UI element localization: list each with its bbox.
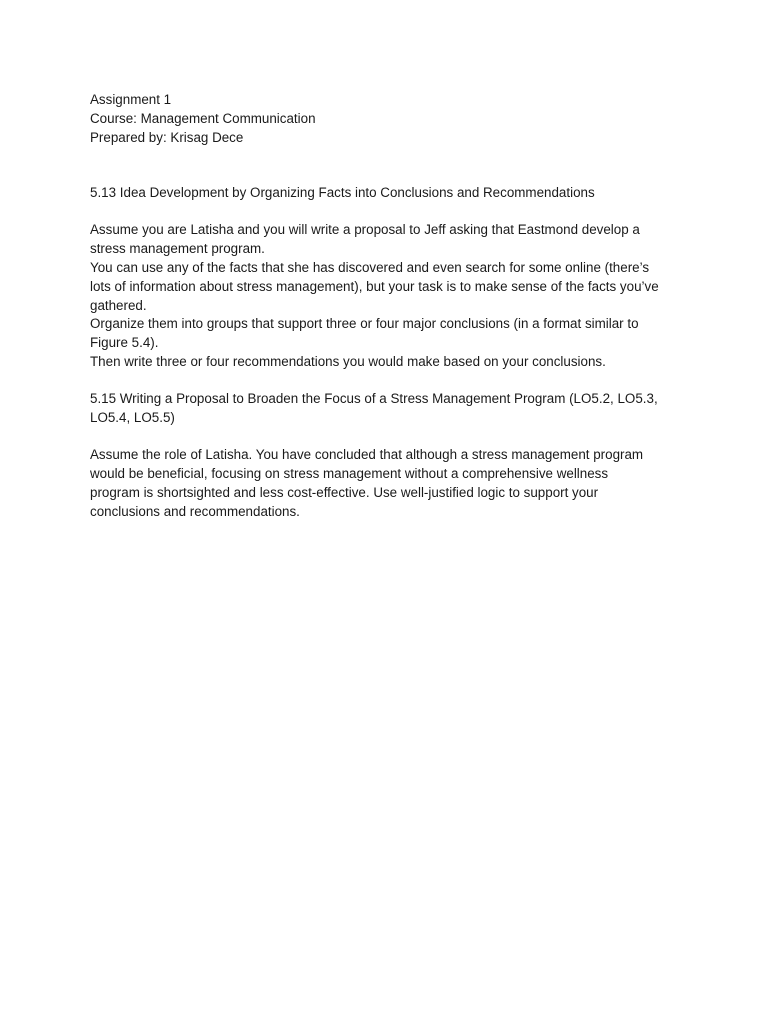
document-header xyxy=(90,91,690,147)
section-5-13-heading: 5.13 Idea Development by Organizing Facts into Conclusions and Recommendations xyxy=(90,185,595,201)
spacer xyxy=(90,372,690,390)
spacer xyxy=(90,428,690,446)
author-line: Prepared by: Krisag Dece xyxy=(90,129,244,145)
section-5-13-line: Then write three or four recommendations you would make based on your conclusions. xyxy=(90,353,606,369)
section-5-15-line: would be beneficial, focusing on stress management without a comprehensive wellness xyxy=(90,465,609,481)
section-5-13-line: Assume you are Latisha and you will write a proposal to Jeff asking that Eastmond develop a xyxy=(90,222,640,238)
section-5-13-line: Organize them into groups that support three or four major conclusions (in a format similar to xyxy=(90,316,639,332)
document-page xyxy=(90,91,690,521)
spacer xyxy=(90,147,690,165)
section-5-13-line: stress management program. xyxy=(90,241,265,257)
section-5-15-line: program is shortsighted and less cost-effective. Use well-justified logic to support your xyxy=(90,484,599,500)
section-5-15-line: Assume the role of Latisha. You have concluded that although a stress management program xyxy=(90,447,644,463)
section-5-13-line: gathered. xyxy=(90,297,147,313)
spacer xyxy=(90,203,690,221)
course-name: Course: Management Communication xyxy=(90,110,316,126)
section-5-13-line: Figure 5.4). xyxy=(90,335,159,351)
section-5-15-heading: LO5.4, LO5.5) xyxy=(90,409,175,425)
section-5-13-line: You can use any of the facts that she has discovered and even search for some online (there’s xyxy=(90,259,650,275)
assignment-title: Assignment 1 xyxy=(90,92,172,107)
section-5-15 xyxy=(90,390,690,521)
section-5-15-heading: 5.15 Writing a Proposal to Broaden the Focus of a Stress Management Program (LO5.2, LO5.3, xyxy=(90,391,658,407)
section-5-13-line: lots of information about stress management), but your task is to make sense of the facts you’ve xyxy=(90,278,659,294)
section-5-13 xyxy=(90,184,690,372)
spacer xyxy=(90,166,690,184)
section-5-15-line: conclusions and recommendations. xyxy=(90,503,300,519)
